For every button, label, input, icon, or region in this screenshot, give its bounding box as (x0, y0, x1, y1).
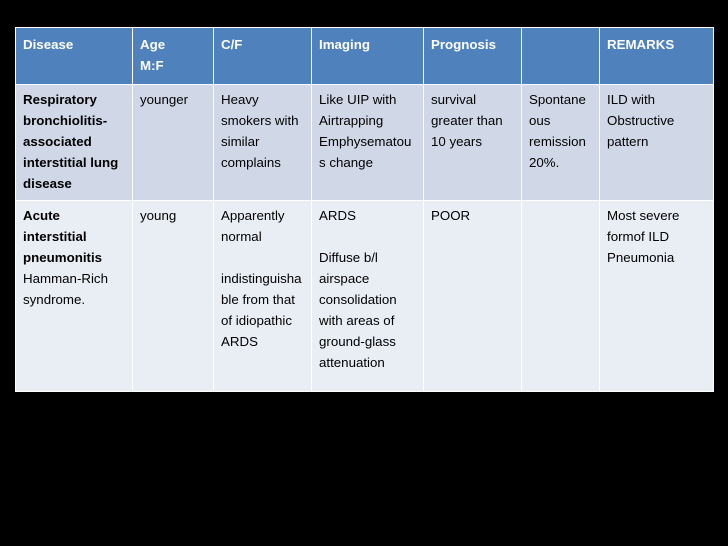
cell-remarks: ILD with Obstructive pattern (600, 85, 714, 201)
header-imaging: Imaging (312, 28, 424, 85)
cell-prognosis: POOR (424, 201, 522, 392)
header-prognosis: Prognosis (424, 28, 522, 85)
disease-name: Acute interstitial pneumonitis (23, 208, 103, 265)
ild-comparison-table (15, 27, 714, 392)
cell-cf: Apparently normal indistinguishable from that of idiopathic ARDS (214, 201, 312, 392)
header-remarks: REMARKS (600, 28, 714, 85)
disease-name: Respiratory bronchiolitis-associated interstitial lung disease (23, 92, 119, 191)
cell-cf: Heavy smokers with similar complains (214, 85, 312, 201)
cell-age: younger (133, 85, 214, 201)
cell-imaging: ARDS Diffuse b/l airspace consolidation with areas of ground-glass attenuation (312, 201, 424, 392)
cell-disease (16, 85, 133, 201)
header-blank (522, 28, 600, 85)
header-age-mf: Age M:F (133, 28, 214, 85)
table-row (16, 201, 714, 392)
cell-remarks: Most severe formof ILD Pneumonia (600, 201, 714, 392)
disease-synonym: Hamman-Rich syndrome. (23, 271, 108, 307)
header-row (16, 28, 714, 85)
header-disease: Disease (16, 28, 133, 85)
cell-extra: Spontaneous remission 20%. (522, 85, 600, 201)
cell-extra (522, 201, 600, 392)
cell-imaging: Like UIP with Airtrapping Emphysematous change (312, 85, 424, 201)
table-row (16, 85, 714, 201)
cell-age: young (133, 201, 214, 392)
header-cf: C/F (214, 28, 312, 85)
cell-disease (16, 201, 133, 392)
cell-prognosis: survival greater than 10 years (424, 85, 522, 201)
